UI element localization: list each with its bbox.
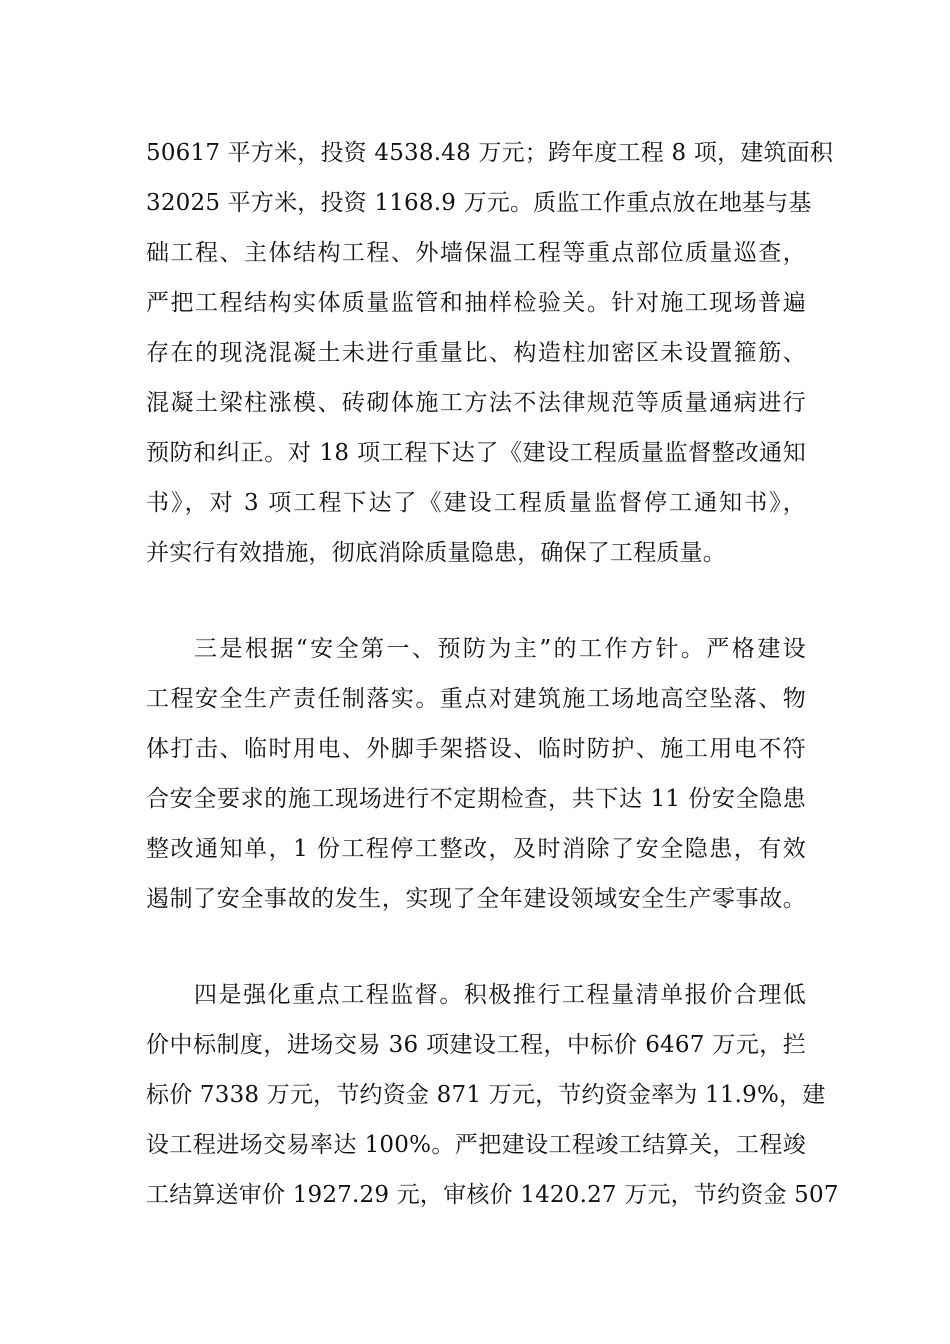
paragraph-line: 工结算送审价 1927.29 元，审核价 1420.27 万元，节约资金 507 [146,1182,839,1208]
paragraph-line: 合安全要求的施工现场进行不定期检查，共下达 11 份安全隐患 [146,786,806,812]
paragraph-line: 严把工程结构实体质量监管和抽样检验关。针对施工现场普遍 [146,290,806,316]
paragraph-line: 整改通知单，1 份工程停工整改，及时消除了安全隐患，有效 [146,836,806,862]
paragraph-line: 存在的现浇混凝土未进行重量比、构造柱加密区未设置箍筋、 [146,340,806,366]
paragraph-line: 遏制了安全事故的发生，实现了全年建设领域安全生产零事故。 [146,886,806,912]
paragraph-line: 价中标制度，进场交易 36 项建设工程，中标价 6467 万元，拦 [146,1032,806,1058]
paragraph-safety-production [146,624,806,924]
paragraph-line: 50617 平方米，投资 4538.48 万元；跨年度工程 8 项，建筑面积 [146,140,834,166]
paragraph-line: 三是根据“安全第一、预防为主”的工作方针。严格建设 [194,636,806,662]
paragraph-line: 四是强化重点工程监督。积极推行工程量清单报价合理低 [194,982,806,1008]
paragraph-line: 体打击、临时用电、外脚手架搭设、临时防护、施工用电不符 [146,736,806,762]
paragraph-line: 32025 平方米，投资 1168.9 万元。质监工作重点放在地基与基 [146,190,812,216]
paragraph-quality-supervision [146,128,834,578]
paragraph-line: 工程安全生产责任制落实。重点对建筑施工场地高空坠落、物 [146,686,806,712]
paragraph-line: 设工程进场交易率达 100%。严把建设工程竣工结算关，工程竣 [146,1132,806,1158]
paragraph-line: 预防和纠正。对 18 项工程下达了《建设工程质量监督整改通知 [146,440,806,466]
paragraph-line: 混凝土梁柱涨模、砖砌体施工方法不法律规范等质量通病进行 [146,390,806,416]
paragraph-key-project-supervision [146,970,839,1220]
paragraph-line: 标价 7338 万元，节约资金 871 万元，节约资金率为 11.9%，建 [146,1082,826,1108]
paragraph-line: 书》，对 3 项工程下达了《建设工程质量监督停工通知书》， [146,490,806,516]
paragraph-line: 础工程、主体结构工程、外墙保温工程等重点部位质量巡查， [146,240,806,266]
paragraph-line: 并实行有效措施，彻底消除质量隐患，确保了工程质量。 [146,540,726,566]
